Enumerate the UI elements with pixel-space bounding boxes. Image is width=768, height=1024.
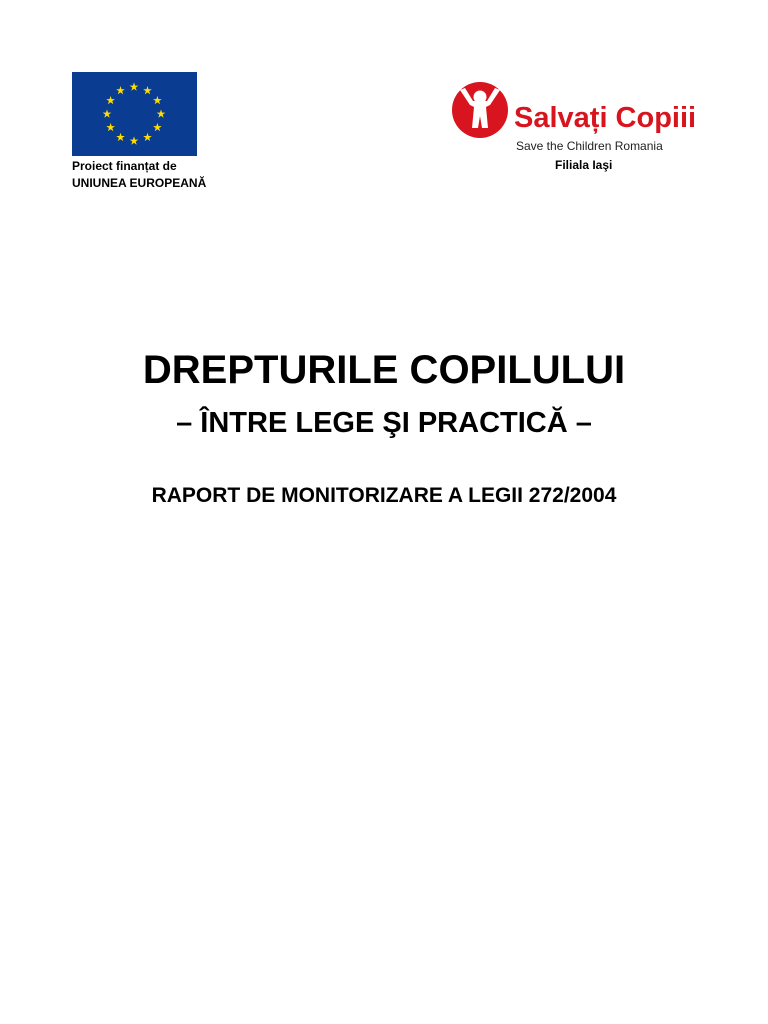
child-emblem-icon (450, 80, 510, 140)
eu-caption-line2: UNIUNEA EUROPEANĂ (72, 176, 207, 190)
eu-stars-icon (72, 72, 197, 156)
document-subtitle: – ÎNTRE LEGE ŞI PRACTICĂ – (176, 407, 592, 439)
eu-caption-line1: Proiect finanțat de (72, 159, 177, 173)
document-title: DREPTURILE COPILULUI (142, 348, 626, 392)
partner-name: Salvați Copiii (514, 102, 697, 134)
report-title: RAPORT DE MONITORIZARE A LEGII 272/2004 (151, 484, 617, 507)
partner-branch: Filiala Iaşi (555, 158, 613, 172)
save-the-children-logo (450, 80, 700, 156)
eu-funding-caption (72, 158, 206, 192)
eu-flag-logo (72, 72, 197, 156)
partner-tagline: Save the Children Romania (516, 139, 663, 153)
